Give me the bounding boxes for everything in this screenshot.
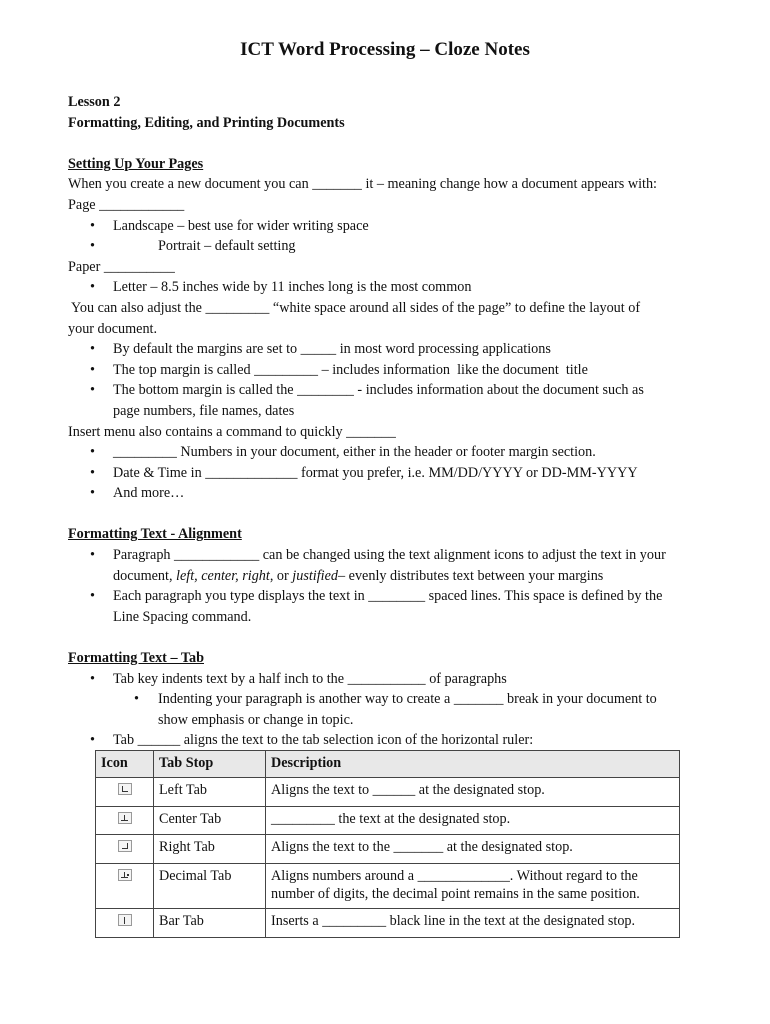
- table-row: [96, 806, 680, 835]
- tab-stop-name: Center Tab: [154, 806, 266, 835]
- list-item: • Each paragraph you type displays the text in ________ spaced lines. This space is defined by the Line Spacing command.: [68, 586, 708, 627]
- list-item: • Letter – 8.5 inches wide by 11 inches long is the most common: [68, 277, 708, 298]
- lesson-subtitle: Formatting, Editing, and Printing Documents: [68, 114, 345, 131]
- paper-bullet-list: [68, 277, 708, 298]
- tab-stop-description: Aligns the text to the _______ at the designated stop.: [266, 835, 680, 864]
- section-heading-setup: Setting Up Your Pages: [68, 155, 204, 172]
- tab-stop-description: _________ the text at the designated stop.: [266, 806, 680, 835]
- page-bullet-list: [68, 216, 708, 257]
- list-item: • Paragraph ____________ can be changed using the text alignment icons to adjust the text in your document, left, center, right, or justified– evenly distributes text between your margins: [68, 545, 708, 586]
- list-item: • _________ Numbers in your document, either in the header or footer margin section.: [68, 442, 708, 463]
- section-heading-tab: Formatting Text – Tab: [68, 650, 204, 667]
- list-item: • And more…: [68, 483, 708, 504]
- tab-bullet-list: [68, 669, 708, 751]
- right-tab-icon: [118, 840, 132, 852]
- list-item: • By default the margins are set to _____ in most word processing applications: [68, 339, 708, 360]
- margins-line: You can also adjust the _________ “white space around all sides of the page” to define the layout of: [68, 299, 641, 316]
- tab-stop-description: Aligns the text to ______ at the designated stop.: [266, 778, 680, 807]
- tab-stop-name: Bar Tab: [154, 908, 266, 937]
- table-header-cell: Icon: [96, 751, 154, 778]
- decimal-tab-icon: [118, 869, 132, 881]
- document-body: [68, 92, 708, 751]
- lesson-label: Lesson 2: [68, 94, 121, 110]
- page-title: ICT Word Processing – Cloze Notes: [240, 39, 530, 60]
- list-item: • Indenting your paragraph is another way to create a _______ break in your document to show emphasis or change in topic.: [68, 689, 708, 730]
- bar-tab-icon: [118, 914, 132, 926]
- center-tab-icon: [118, 812, 132, 824]
- left-tab-icon: [118, 783, 132, 795]
- alignment-bullet-list: [68, 545, 708, 627]
- list-item: • The top margin is called _________ – includes information like the document title: [68, 360, 708, 381]
- table-row: [96, 778, 680, 807]
- paper-line: Paper __________: [68, 258, 175, 275]
- setup-intro: When you create a new document you can _______ it – meaning change how a document appears with:: [68, 176, 657, 193]
- table-row: [96, 863, 680, 908]
- tab-stop-name: Decimal Tab: [154, 863, 266, 908]
- list-item: • Tab ______ aligns the text to the tab selection icon of the horizontal ruler:: [68, 730, 708, 751]
- list-item: • Date & Time in _____________ format you prefer, i.e. MM/DD/YYYY or DD-MM-YYYY: [68, 463, 708, 484]
- tab-stop-description: Aligns numbers around a _____________. Without regard to the number of digits, the decimal point remains in the same position.: [266, 863, 680, 908]
- insert-bullet-list: [68, 442, 708, 504]
- table-row: [96, 835, 680, 864]
- list-item: • Tab key indents text by a half inch to the ___________ of paragraphs: [68, 669, 708, 690]
- margin-bullet-list: [68, 339, 708, 421]
- section-heading-alignment: Formatting Text - Alignment: [68, 526, 242, 543]
- table-header-cell: Tab Stop: [154, 751, 266, 778]
- tab-stop-description: Inserts a _________ black line in the text at the designated stop.: [266, 908, 680, 937]
- list-item: • Portrait – default setting: [68, 236, 708, 257]
- page-line: Page ____________: [68, 196, 185, 213]
- table-header-row: [96, 751, 680, 778]
- insert-line: Insert menu also contains a command to quickly _______: [68, 423, 396, 440]
- list-item: • Landscape – best use for wider writing space: [68, 216, 708, 237]
- table-header-cell: Description: [266, 751, 680, 778]
- tab-stop-table: [95, 750, 680, 938]
- tab-stop-name: Left Tab: [154, 778, 266, 807]
- list-item: • The bottom margin is called the ________ - includes information about the document such as page numbers, file names, dates: [68, 380, 708, 421]
- table-row: [96, 908, 680, 937]
- tab-stop-name: Right Tab: [154, 835, 266, 864]
- margins-line-cont: your document.: [68, 320, 158, 337]
